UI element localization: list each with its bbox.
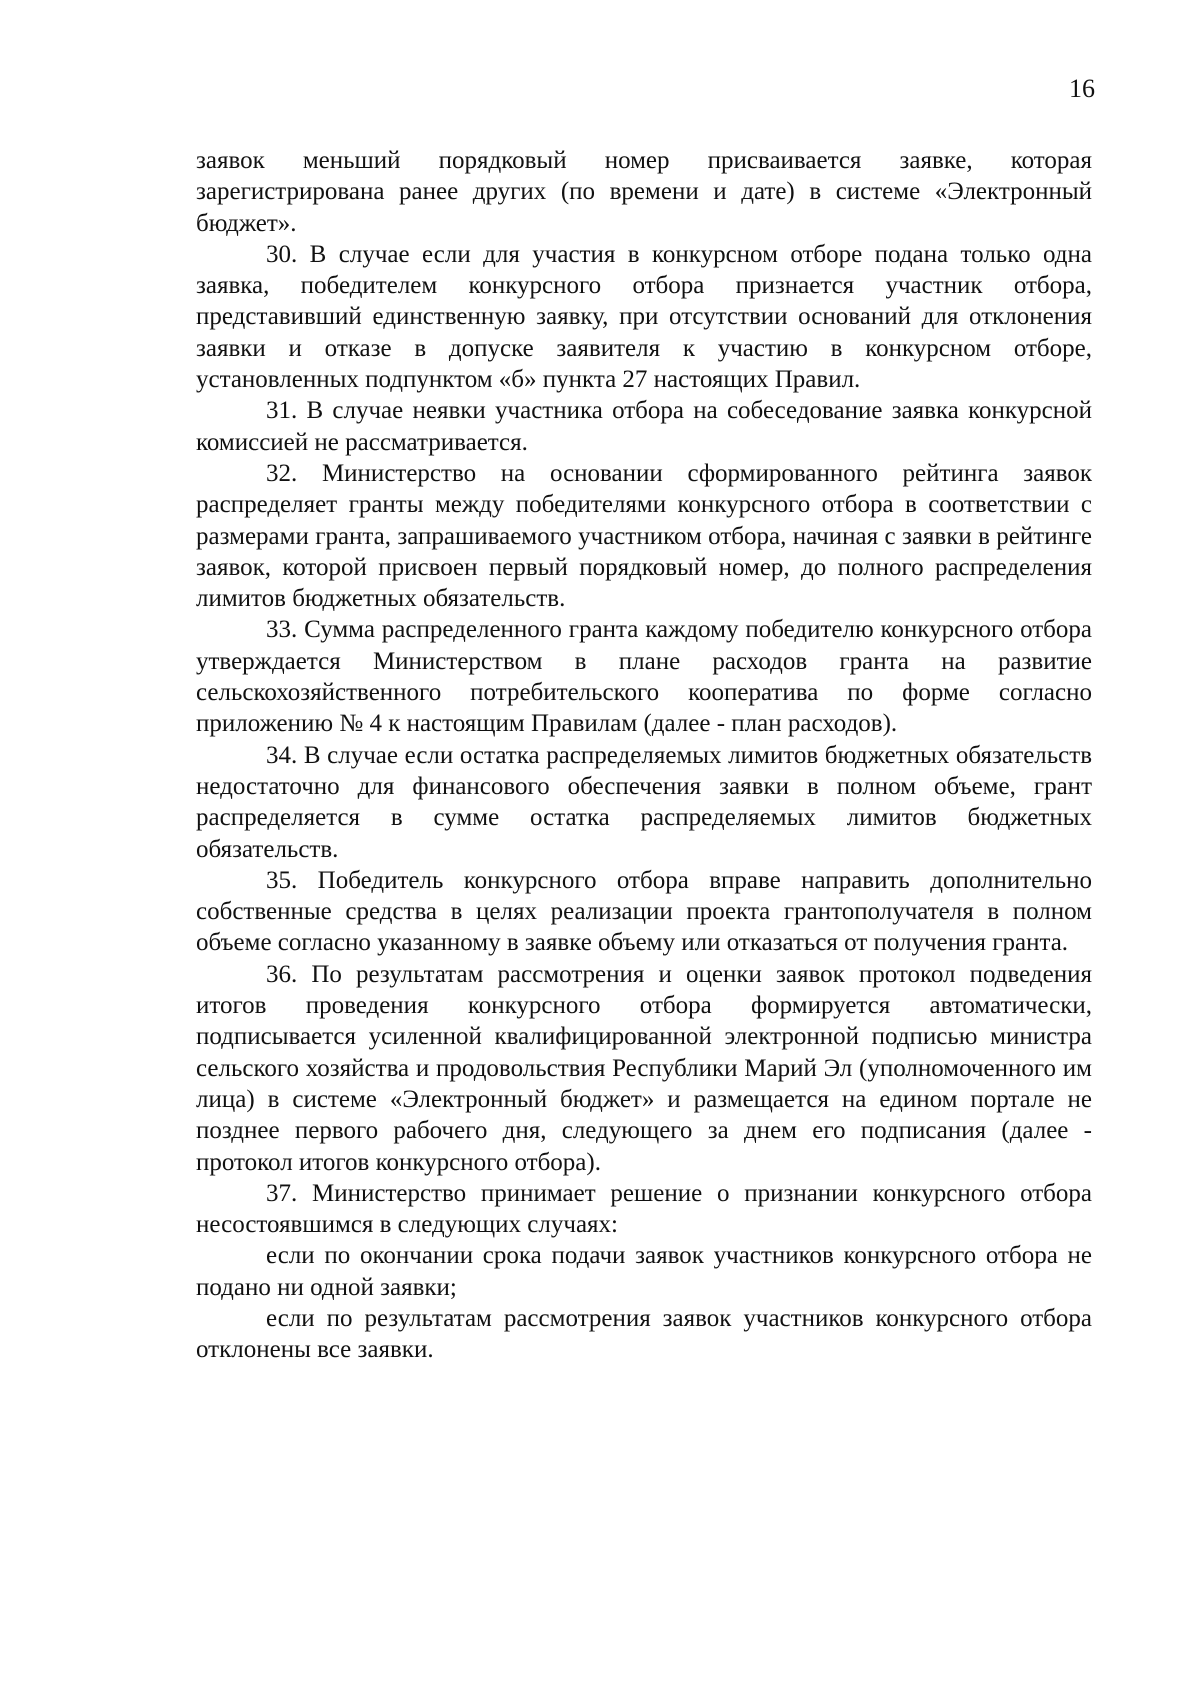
page-number: 16 bbox=[1069, 74, 1095, 103]
document-body bbox=[196, 145, 1092, 1366]
paragraph-item-31: 31. В случае неявки участника отбора на собеседование заявка конкурсной комиссией не рассматривается. bbox=[196, 397, 1092, 456]
paragraph-item-33: 33. Сумма распределенного гранта каждому победителю конкурсного отбора утверждается Министерством в плане расходов гранта на развитие сельскохозяйственного потребительского кооператива по форме согласно приложению № 4 к настоящим Правилам (далее - план расходов). bbox=[196, 616, 1092, 738]
paragraph-item-37: 37. Министерство принимает решение о признании конкурсного отбора несостоявшимся в следующих случаях: bbox=[196, 1179, 1092, 1239]
paragraph-item-34: 34. В случае если остатка распределяемых лимитов бюджетных обязательств недостаточно для финансового обеспечения заявки в полном объеме, грант распределяется в сумме остатка распределяемых лимитов бюджетных обязательств. bbox=[196, 741, 1092, 863]
paragraph-item-32: 32. Министерство на основании сформированного рейтинга заявок распределяет гранты между победителями конкурсного отбора в соответствии с размерами гранта, запрашиваемого участником отбора, начиная с заявки в рейтинге заявок, которой присвоен первый порядковый номер, до полного распределения лимитов бюджетных обязательств. bbox=[196, 459, 1092, 613]
paragraph-continuation: заявок меньший порядковый номер присваивается заявке, которая зарегистрирована ранее других (по времени и дате) в системе «Электронный бюджет». bbox=[196, 147, 1092, 237]
paragraph-item-36: 36. По результатам рассмотрения и оценки заявок протокол подведения итогов проведения конкурсного отбора формируется автоматически, подписывается усиленной квалифицированной электронной подписью министра сельского хозяйства и продовольствия Республики Марий Эл (уполномоченного им лица) в системе «Электронный бюджет» и размещается на едином портале не позднее первого рабочего дня, следующего за днем его подписания (далее - протокол итогов конкурсного отбора). bbox=[196, 960, 1092, 1176]
paragraph-item-35: 35. Победитель конкурсного отбора вправе направить дополнительно собственные средства в целях реализации проекта грантополучателя в полном объеме согласно указанному в заявке объему или отказаться от получения гранта. bbox=[196, 866, 1092, 957]
paragraph-item-30: 30. В случае если для участия в конкурсном отборе подана только одна заявка, победителем конкурсного отбора признается участник отбора, представивший единственную заявку, при отсутствии оснований для отклонения заявки и отказе в допуске заявителя к участию в конкурсном отборе, установленных подпунктом «б» пункта 27 настоящих Правил. bbox=[196, 240, 1092, 394]
paragraph-case-1: если по окончании срока подачи заявок участников конкурсного отбора не подано ни одной заявки; bbox=[196, 1242, 1092, 1301]
paragraph-case-2: если по результатам рассмотрения заявок участников конкурсного отбора отклонены все заявки. bbox=[196, 1304, 1092, 1364]
